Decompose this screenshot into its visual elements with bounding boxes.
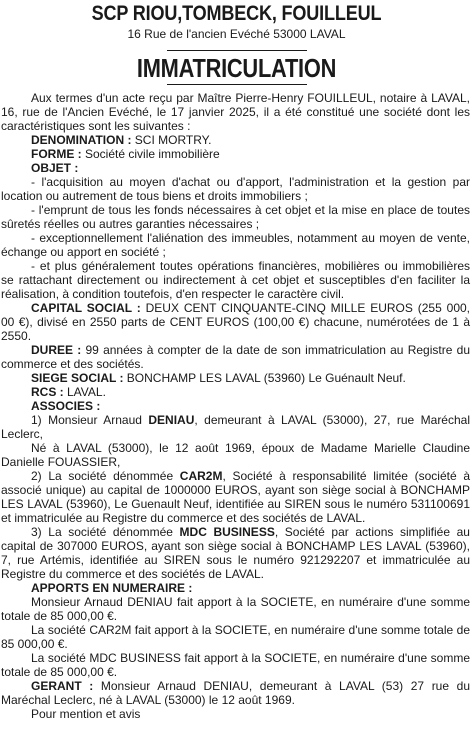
- rcs-line: [1, 385, 470, 399]
- associe-1-prefix: 1) Monsieur Arnaud: [31, 413, 149, 427]
- objet-label: OBJET :: [31, 161, 79, 175]
- notice-title: IMMATRICULATION: [136, 53, 337, 83]
- denomination-label: DENOMINATION :: [31, 133, 132, 147]
- associe-2: [1, 469, 470, 525]
- rcs-label: RCS :: [31, 385, 64, 399]
- capital-label: CAPITAL SOCIAL :: [31, 301, 141, 315]
- siege-label: SIEGE SOCIAL :: [31, 371, 124, 385]
- capital-line: [1, 301, 470, 343]
- duree-value: 99 années à compter de la date de son immatriculation au Registre du commerce et des sociétés.: [1, 343, 470, 371]
- divider-bottom: [167, 84, 307, 85]
- forme-label: FORME :: [31, 147, 82, 161]
- firm-address: 16 Rue de l'ancien Evéché 53000 LAVAL: [127, 27, 346, 41]
- apport-item: Monsieur Arnaud DENIAU fait apport à la SOCIETE, en numéraire d'une somme totale de 85 000,00 €.: [1, 595, 470, 623]
- denomination-line: [1, 133, 470, 147]
- siege-line: [1, 371, 470, 385]
- forme-line: [1, 147, 470, 161]
- apports-label: APPORTS EN NUMERAIRE :: [31, 581, 193, 595]
- associe-2-details: , Société à responsabilité limitée (société à associé unique) au capital de 1000000 EUROS, ayant son siège social à BONCHAMP LES LAVAL (53960), Le Guenault Neuf, identifiée au SIREN sous le numéro 531100691 et immatriculée au Registre du commerce et des sociétés de LAVAL.: [1, 469, 470, 525]
- duree-label: DUREE :: [31, 343, 82, 357]
- divider-top: [167, 50, 307, 51]
- associe-3-details: , Société par actions simplifiée au capital de 307000 EUROS, ayant son siège social à BONCHAMP LES LAVAL (53960), 7, rue Artémis, identifiée au SIREN sous le numéro 921292207 et immatriculée au Registre du commerce et des sociétés de LAVAL.: [1, 525, 470, 581]
- capital-value: DEUX CENT CINQUANTE-CINQ MILLE EUROS (255 000, 00 €), divisé en 2550 parts de CENT EUROS (100,00 €) chacune, numérotées de 1 à 2550.: [1, 301, 471, 343]
- objet-item: - et plus généralement toutes opérations financières, mobilières ou immobilières se rattachant directement ou indirectement à cet objet et susceptibles d'en faciliter la réalisation, à condition toutefois, d'en respecter le caractère civil.: [1, 259, 470, 301]
- forme-value: Société civile immobilière: [81, 147, 220, 161]
- objet-item: - exceptionnellement l'aliénation des immeubles, notamment au moyen de vente, échange ou apport en société ;: [1, 231, 470, 259]
- associe-3-prefix: 3) La société dénommée: [31, 525, 180, 539]
- objet-item: - l'emprunt de tous les fonds nécessaires à cet objet et la mise en place de toutes sûretés réelles ou autres garanties nécessaires ;: [1, 203, 470, 231]
- associe-2-prefix: 2) La société dénommée: [31, 469, 180, 483]
- gerant-line: [1, 679, 470, 707]
- closing-line: Pour mention et avis: [31, 707, 141, 721]
- associe-3-name: MDC BUSINESS: [179, 525, 275, 539]
- apport-item: La société CAR2M fait apport à la SOCIETE, en numéraire d'une somme totale de 85 000,00 €.: [1, 623, 470, 651]
- gerant-label: GERANT :: [31, 679, 94, 693]
- associe-3: [1, 525, 470, 581]
- siege-value: BONCHAMP LES LAVAL (53960) Le Guénault Neuf.: [123, 371, 406, 385]
- firm-name: SCP RIOU,TOMBECK, FOUILLEUL: [91, 2, 382, 25]
- associe-1-name: DENIAU: [148, 413, 195, 427]
- apport-item: La société MDC BUSINESS fait apport à la SOCIETE, en numéraire d'une somme totale de 85 000,00 €.: [1, 651, 470, 679]
- associe-2-name: CAR2M: [179, 469, 223, 483]
- associe-1-birth: Né à LAVAL (53000), le 12 août 1969, époux de Madame Marielle Claudine Danielle FOUASSIER,: [1, 441, 470, 469]
- gerant-value: Monsieur Arnaud DENIAU, demeurant à LAVAL (53) 27 rue du Maréchal Leclerc, né à LAVAL (53000) le 12 août 1969.: [1, 679, 470, 707]
- objet-item: - l'acquisition au moyen d'achat ou d'apport, l'administration et la gestion par location ou autrement de tous biens et droits immobiliers ;: [1, 175, 470, 203]
- associes-label: ASSOCIES :: [31, 399, 101, 413]
- rcs-value: LAVAL.: [63, 385, 106, 399]
- duree-line: [1, 343, 470, 371]
- associe-1: [1, 413, 470, 441]
- associe-1-details: , demeurant à LAVAL (53000), 27, rue Maréchal Leclerc,: [1, 413, 470, 441]
- intro-paragraph: Aux termes d'un acte reçu par Maître Pierre-Henry FOUILLEUL, notaire à LAVAL, 16, rue de l'Ancien Evéché, le 17 janvier 2025, il a été constitué une société dont les caractéristiques sont les suivantes :: [1, 91, 470, 133]
- denomination-value: SCI MORTRY.: [131, 133, 212, 147]
- notice-body: [0, 91, 473, 721]
